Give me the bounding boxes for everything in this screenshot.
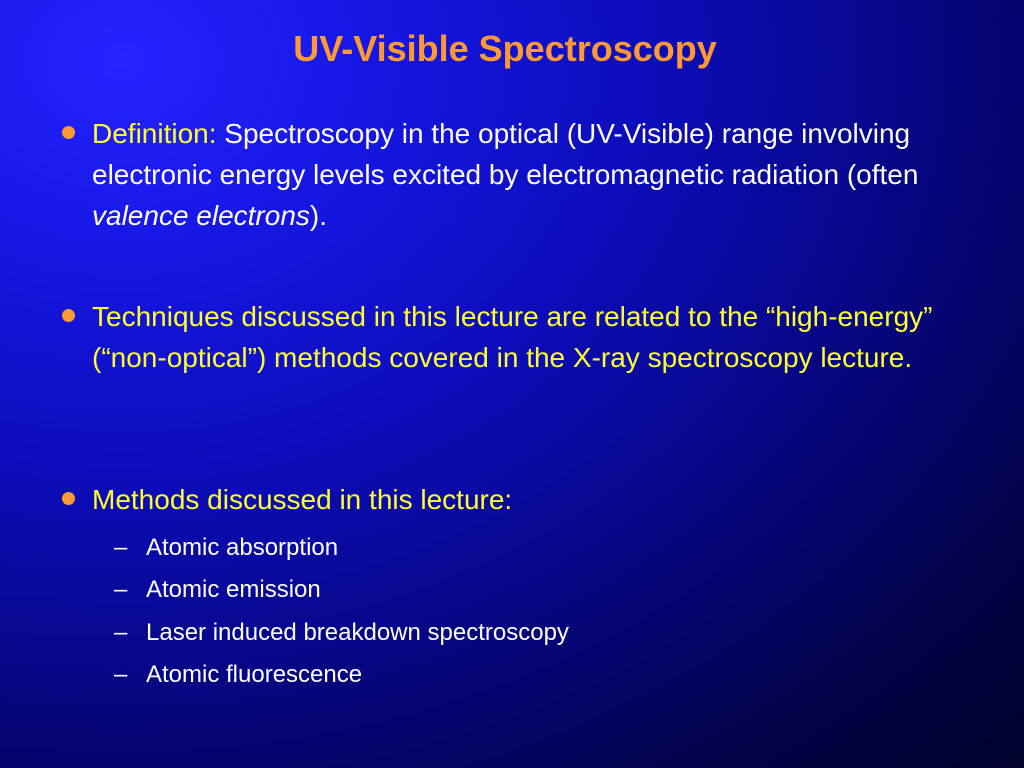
slide-title: UV-Visible Spectroscopy <box>293 28 717 69</box>
dash-icon: – <box>114 576 128 603</box>
sublist-item <box>114 533 814 563</box>
definition-label: Definition: <box>92 118 217 149</box>
dash-icon: – <box>114 661 128 688</box>
bullet-dot-icon <box>62 126 75 139</box>
dash-icon: – <box>114 534 128 561</box>
sublist-item <box>114 575 814 605</box>
dash-icon: – <box>114 619 128 646</box>
sublist-item-label: Atomic emission <box>146 576 321 603</box>
bullet-dot-icon <box>62 492 75 505</box>
sublist-item-label: Laser induced breakdown spectroscopy <box>146 619 569 646</box>
sublist-item-label: Atomic absorption <box>146 534 339 561</box>
definition-text-end: ). <box>309 200 328 231</box>
definition-text: Spectroscopy in the optical (UV-Visible) range involving electronic energy levels excited by electromagnetic radiation (often <box>92 118 919 190</box>
definition-emphasis: valence electrons <box>92 200 310 231</box>
sublist-item <box>114 618 814 648</box>
bullet-text <box>92 113 992 236</box>
sublist-item <box>114 660 814 690</box>
methods-text: Methods discussed in this lecture: <box>92 484 513 515</box>
bullet-dot-icon <box>62 309 75 322</box>
techniques-text: Techniques discussed in this lecture are related to the “high-energy” (“non-optical”) methods covered in the X-ray spectroscopy lecture. <box>92 301 933 373</box>
sublist-item-label: Atomic fluorescence <box>146 661 363 688</box>
